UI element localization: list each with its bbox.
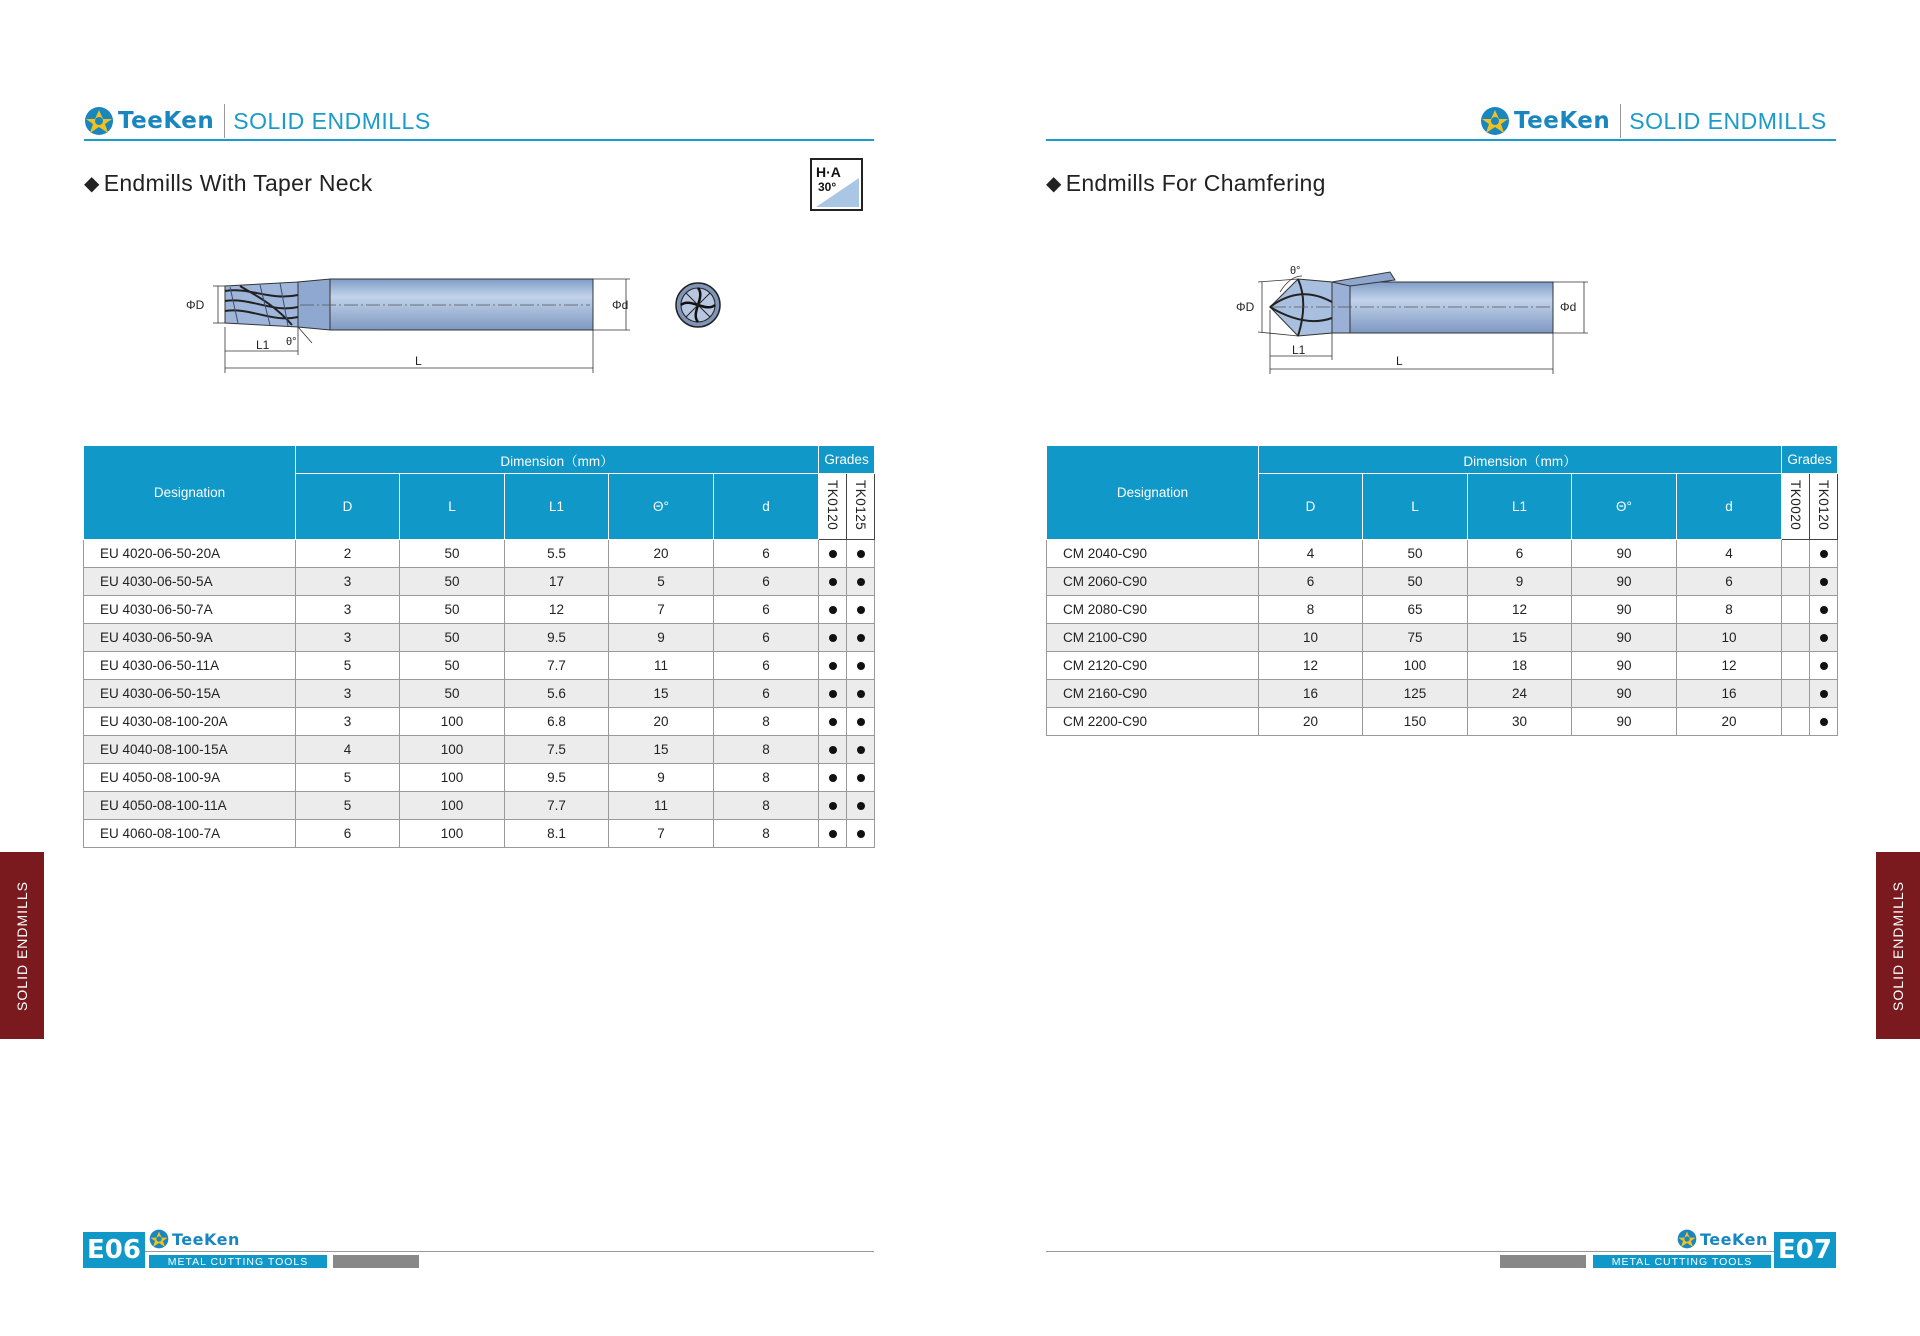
footer-logo-star-icon xyxy=(1677,1229,1697,1249)
grade-available-dot-icon xyxy=(857,634,865,642)
side-tab-label: SOLID ENDMILLS xyxy=(14,880,30,1011)
cell-L: 50 xyxy=(400,568,505,596)
header-rule xyxy=(84,139,874,141)
cell-d: 6 xyxy=(714,596,819,624)
grade-available-dot-icon xyxy=(829,746,837,754)
cell-theta: 20 xyxy=(609,540,714,568)
cell-grade-1 xyxy=(819,568,847,596)
table-row xyxy=(84,820,875,848)
cell-designation: EU 4030-06-50-11A xyxy=(84,652,296,680)
table-row xyxy=(1047,680,1838,708)
cell-grade-1 xyxy=(1782,708,1810,736)
cell-designation: EU 4030-06-50-7A xyxy=(84,596,296,624)
cell-grade-2 xyxy=(847,540,875,568)
cell-L1: 12 xyxy=(505,596,609,624)
cell-grade-2 xyxy=(847,596,875,624)
cell-L: 50 xyxy=(400,652,505,680)
grade-available-dot-icon xyxy=(857,746,865,754)
footer-logo-text: TeeKen xyxy=(1700,1229,1768,1249)
col-header-d: d xyxy=(714,474,819,540)
label-phiD: ΦD xyxy=(1236,300,1255,314)
cell-L1: 7.7 xyxy=(505,792,609,820)
cell-grade-2 xyxy=(1810,652,1838,680)
cell-designation: EU 4060-08-100-7A xyxy=(84,820,296,848)
footer-rule xyxy=(84,1251,874,1252)
col-header-L: L xyxy=(400,474,505,540)
grade-header-1: TK0120 xyxy=(819,474,847,540)
cell-L1: 30 xyxy=(1468,708,1572,736)
cell-grade-1 xyxy=(819,680,847,708)
table-row xyxy=(1047,652,1838,680)
cell-grade-2 xyxy=(847,652,875,680)
footer-gray-bar xyxy=(333,1255,419,1268)
cell-D: 3 xyxy=(296,596,400,624)
grade-header-1: TK0020 xyxy=(1782,474,1810,540)
cell-L: 100 xyxy=(1363,652,1468,680)
cell-D: 3 xyxy=(296,624,400,652)
cell-L: 50 xyxy=(400,624,505,652)
cell-L1: 6 xyxy=(1468,540,1572,568)
grade-available-dot-icon xyxy=(1820,550,1828,558)
cell-L: 150 xyxy=(1363,708,1468,736)
col-header-d: d xyxy=(1677,474,1782,540)
dimension-header: Dimension（mm） xyxy=(296,446,819,474)
badge-line2: 30° xyxy=(818,180,837,194)
cell-designation: EU 4030-06-50-15A xyxy=(84,680,296,708)
cell-grade-2 xyxy=(847,764,875,792)
cell-grade-2 xyxy=(847,820,875,848)
side-section-tab xyxy=(1876,852,1920,1039)
grade-available-dot-icon xyxy=(1820,606,1828,614)
cell-grade-1 xyxy=(819,820,847,848)
header-divider xyxy=(1620,104,1621,138)
cell-grade-2 xyxy=(847,624,875,652)
cell-L: 125 xyxy=(1363,680,1468,708)
grade-available-dot-icon xyxy=(1820,690,1828,698)
grade-available-dot-icon xyxy=(1820,634,1828,642)
cell-grade-2 xyxy=(847,568,875,596)
cell-grade-2 xyxy=(1810,680,1838,708)
taper-neck-spec-table xyxy=(83,445,875,848)
cell-theta: 9 xyxy=(609,764,714,792)
cell-grade-2 xyxy=(847,792,875,820)
grade-header-2: TK0120 xyxy=(1810,474,1838,540)
cell-D: 3 xyxy=(296,568,400,596)
logo-star-icon xyxy=(1480,106,1510,136)
taper-neck-table-body xyxy=(84,540,875,848)
cell-designation: CM 2160-C90 xyxy=(1047,680,1259,708)
cell-L: 50 xyxy=(1363,540,1468,568)
page-header xyxy=(1480,100,1827,142)
label-L: L xyxy=(1396,354,1403,368)
cell-grade-1 xyxy=(1782,568,1810,596)
grade-available-dot-icon xyxy=(829,550,837,558)
label-theta: θ° xyxy=(1290,265,1301,277)
grade-available-dot-icon xyxy=(857,550,865,558)
table-row xyxy=(84,624,875,652)
cell-designation: EU 4030-06-50-5A xyxy=(84,568,296,596)
page-header xyxy=(84,100,431,142)
cell-d: 8 xyxy=(714,764,819,792)
cell-d: 6 xyxy=(714,540,819,568)
header-divider xyxy=(224,104,225,138)
label-L: L xyxy=(415,354,422,368)
table-row xyxy=(84,568,875,596)
cell-designation: EU 4030-08-100-20A xyxy=(84,708,296,736)
table-row xyxy=(84,652,875,680)
cell-grade-2 xyxy=(847,736,875,764)
grade-available-dot-icon xyxy=(857,774,865,782)
cell-designation: CM 2200-C90 xyxy=(1047,708,1259,736)
grade-available-dot-icon xyxy=(857,802,865,810)
col-header-theta: Θ° xyxy=(1572,474,1677,540)
dimension-header: Dimension（mm） xyxy=(1259,446,1782,474)
cell-d: 6 xyxy=(714,680,819,708)
cell-L: 100 xyxy=(400,820,505,848)
badge-line1: H·A xyxy=(816,164,841,180)
cell-theta: 15 xyxy=(609,680,714,708)
cell-L: 100 xyxy=(400,792,505,820)
footer-logo-text: TeeKen xyxy=(172,1229,240,1249)
table-row xyxy=(84,736,875,764)
col-header-D: D xyxy=(1259,474,1363,540)
cell-L: 50 xyxy=(400,540,505,568)
cell-L: 100 xyxy=(400,736,505,764)
grade-available-dot-icon xyxy=(857,662,865,670)
cell-L: 50 xyxy=(1363,568,1468,596)
section-title xyxy=(84,170,373,197)
table-row xyxy=(1047,568,1838,596)
cell-L1: 7.7 xyxy=(505,652,609,680)
cell-D: 2 xyxy=(296,540,400,568)
grade-available-dot-icon xyxy=(829,634,837,642)
label-phiD: ΦD xyxy=(186,298,205,312)
table-row xyxy=(84,680,875,708)
cell-d: 6 xyxy=(714,568,819,596)
grade-available-dot-icon xyxy=(829,830,837,838)
cell-theta: 7 xyxy=(609,820,714,848)
chamfer-spec-table xyxy=(1046,445,1838,736)
footer-tagline: METAL CUTTING TOOLS xyxy=(149,1255,327,1268)
label-L1: L1 xyxy=(1292,343,1306,357)
cell-D: 4 xyxy=(1259,540,1363,568)
cell-theta: 90 xyxy=(1572,596,1677,624)
cell-d: 8 xyxy=(714,708,819,736)
col-header-L1: L1 xyxy=(1468,474,1572,540)
cell-designation: CM 2120-C90 xyxy=(1047,652,1259,680)
cell-L1: 9.5 xyxy=(505,764,609,792)
cell-L1: 7.5 xyxy=(505,736,609,764)
cell-grade-2 xyxy=(847,680,875,708)
grade-available-dot-icon xyxy=(829,662,837,670)
helix-angle-badge xyxy=(810,158,863,211)
cell-L: 100 xyxy=(400,708,505,736)
cell-d: 16 xyxy=(1677,680,1782,708)
cell-L1: 18 xyxy=(1468,652,1572,680)
label-theta: θ° xyxy=(286,336,297,348)
cell-L1: 15 xyxy=(1468,624,1572,652)
grade-available-dot-icon xyxy=(857,690,865,698)
cell-grade-2 xyxy=(1810,624,1838,652)
helix-angle-icon xyxy=(812,160,861,209)
col-header-L: L xyxy=(1363,474,1468,540)
grade-available-dot-icon xyxy=(857,830,865,838)
cell-d: 6 xyxy=(1677,568,1782,596)
cell-D: 4 xyxy=(296,736,400,764)
cell-grade-1 xyxy=(819,652,847,680)
cell-theta: 90 xyxy=(1572,540,1677,568)
cell-grade-1 xyxy=(1782,596,1810,624)
cell-grade-1 xyxy=(1782,540,1810,568)
table-row xyxy=(1047,624,1838,652)
cell-d: 12 xyxy=(1677,652,1782,680)
cell-D: 10 xyxy=(1259,624,1363,652)
cell-grade-2 xyxy=(1810,540,1838,568)
cell-L1: 5.6 xyxy=(505,680,609,708)
grades-header: Grades xyxy=(1782,446,1838,474)
cell-grade-2 xyxy=(1810,708,1838,736)
grade-available-dot-icon xyxy=(829,802,837,810)
cell-designation: CM 2040-C90 xyxy=(1047,540,1259,568)
logo-star-icon xyxy=(84,106,114,136)
table-row xyxy=(84,596,875,624)
grade-available-dot-icon xyxy=(857,606,865,614)
cell-D: 6 xyxy=(296,820,400,848)
cell-grade-1 xyxy=(819,792,847,820)
cell-d: 8 xyxy=(1677,596,1782,624)
cell-D: 5 xyxy=(296,652,400,680)
grade-available-dot-icon xyxy=(857,578,865,586)
side-section-tab xyxy=(0,852,44,1039)
cell-grade-1 xyxy=(1782,624,1810,652)
cell-theta: 11 xyxy=(609,792,714,820)
table-row xyxy=(1047,596,1838,624)
chamfer-table-body xyxy=(1047,540,1838,736)
cell-grade-1 xyxy=(819,764,847,792)
grade-available-dot-icon xyxy=(1820,578,1828,586)
cell-theta: 20 xyxy=(609,708,714,736)
cell-D: 5 xyxy=(296,764,400,792)
cell-grade-1 xyxy=(819,624,847,652)
cell-theta: 90 xyxy=(1572,708,1677,736)
cell-L1: 17 xyxy=(505,568,609,596)
cell-grade-2 xyxy=(847,708,875,736)
label-phid: Φd xyxy=(612,298,629,312)
grades-header: Grades xyxy=(819,446,875,474)
grade-available-dot-icon xyxy=(829,774,837,782)
footer-logo xyxy=(149,1229,240,1249)
cell-L1: 5.5 xyxy=(505,540,609,568)
table-row xyxy=(84,764,875,792)
cell-L1: 9 xyxy=(1468,568,1572,596)
cell-L1: 12 xyxy=(1468,596,1572,624)
cell-L1: 24 xyxy=(1468,680,1572,708)
cell-L: 65 xyxy=(1363,596,1468,624)
col-header-theta: Θ° xyxy=(609,474,714,540)
grade-available-dot-icon xyxy=(829,606,837,614)
footer-gray-bar xyxy=(1500,1255,1586,1268)
cell-d: 10 xyxy=(1677,624,1782,652)
cell-grade-1 xyxy=(819,540,847,568)
cell-designation: EU 4030-06-50-9A xyxy=(84,624,296,652)
logo-text: TeeKen xyxy=(1514,108,1611,134)
cell-grade-1 xyxy=(819,596,847,624)
cell-theta: 9 xyxy=(609,624,714,652)
table-row xyxy=(1047,708,1838,736)
cell-designation: EU 4040-08-100-15A xyxy=(84,736,296,764)
table-row xyxy=(1047,540,1838,568)
cell-theta: 90 xyxy=(1572,568,1677,596)
cell-d: 6 xyxy=(714,624,819,652)
section-title-text: Endmills With Taper Neck xyxy=(103,170,373,196)
cell-D: 16 xyxy=(1259,680,1363,708)
cell-d: 20 xyxy=(1677,708,1782,736)
logo-text: TeeKen xyxy=(118,108,215,134)
footer-logo xyxy=(1677,1229,1768,1249)
cell-D: 5 xyxy=(296,792,400,820)
page-number: E07 xyxy=(1774,1232,1836,1268)
cell-L: 75 xyxy=(1363,624,1468,652)
cell-designation: EU 4050-08-100-9A xyxy=(84,764,296,792)
cell-theta: 90 xyxy=(1572,652,1677,680)
grade-available-dot-icon xyxy=(829,690,837,698)
cell-grade-1 xyxy=(1782,680,1810,708)
cell-D: 20 xyxy=(1259,708,1363,736)
header-title: SOLID ENDMILLS xyxy=(233,107,431,134)
cell-theta: 15 xyxy=(609,736,714,764)
cell-L1: 9.5 xyxy=(505,624,609,652)
cell-d: 8 xyxy=(714,792,819,820)
header-rule xyxy=(1046,139,1836,141)
right-page xyxy=(960,0,1920,1336)
footer-tagline: METAL CUTTING TOOLS xyxy=(1593,1255,1771,1268)
cell-grade-2 xyxy=(1810,568,1838,596)
label-L1: L1 xyxy=(256,338,270,352)
cell-theta: 90 xyxy=(1572,680,1677,708)
cell-D: 3 xyxy=(296,708,400,736)
cell-grade-1 xyxy=(1782,652,1810,680)
cell-D: 12 xyxy=(1259,652,1363,680)
section-title xyxy=(1046,170,1326,197)
cell-D: 3 xyxy=(296,680,400,708)
cell-designation: CM 2080-C90 xyxy=(1047,596,1259,624)
col-header-D: D xyxy=(296,474,400,540)
cell-designation: EU 4050-08-100-11A xyxy=(84,792,296,820)
cell-d: 6 xyxy=(714,652,819,680)
taper-neck-endmill-drawing xyxy=(180,265,740,380)
side-tab-label: SOLID ENDMILLS xyxy=(1890,880,1906,1011)
grade-available-dot-icon xyxy=(857,718,865,726)
grade-header-2: TK0125 xyxy=(847,474,875,540)
page-number: E06 xyxy=(83,1232,145,1268)
cell-theta: 11 xyxy=(609,652,714,680)
cell-designation: CM 2100-C90 xyxy=(1047,624,1259,652)
designation-header: Designation xyxy=(84,446,296,540)
table-row xyxy=(84,708,875,736)
header-title: SOLID ENDMILLS xyxy=(1629,107,1827,134)
cell-d: 8 xyxy=(714,820,819,848)
cell-L: 50 xyxy=(400,596,505,624)
cell-grade-1 xyxy=(819,708,847,736)
diamond-bullet-icon: ◆ xyxy=(1046,173,1062,195)
footer-logo-star-icon xyxy=(149,1229,169,1249)
cell-D: 6 xyxy=(1259,568,1363,596)
grade-available-dot-icon xyxy=(1820,662,1828,670)
table-row xyxy=(84,792,875,820)
grade-available-dot-icon xyxy=(829,718,837,726)
cell-designation: CM 2060-C90 xyxy=(1047,568,1259,596)
cell-D: 8 xyxy=(1259,596,1363,624)
section-title-text: Endmills For Chamfering xyxy=(1065,170,1326,196)
grade-available-dot-icon xyxy=(829,578,837,586)
cell-L: 50 xyxy=(400,680,505,708)
diamond-bullet-icon: ◆ xyxy=(84,173,100,195)
footer-rule xyxy=(1046,1251,1836,1252)
col-header-L1: L1 xyxy=(505,474,609,540)
cell-theta: 90 xyxy=(1572,624,1677,652)
chamfer-endmill-drawing xyxy=(1236,262,1600,377)
cell-L1: 6.8 xyxy=(505,708,609,736)
label-phid: Φd xyxy=(1560,300,1577,314)
cell-designation: EU 4020-06-50-20A xyxy=(84,540,296,568)
cell-theta: 5 xyxy=(609,568,714,596)
table-row xyxy=(84,540,875,568)
brand-logo xyxy=(1480,106,1610,136)
grade-available-dot-icon xyxy=(1820,718,1828,726)
brand-logo xyxy=(84,106,214,136)
designation-header: Designation xyxy=(1047,446,1259,540)
cell-d: 8 xyxy=(714,736,819,764)
cell-theta: 7 xyxy=(609,596,714,624)
cell-d: 4 xyxy=(1677,540,1782,568)
cell-grade-2 xyxy=(1810,596,1838,624)
cell-L1: 8.1 xyxy=(505,820,609,848)
cell-L: 100 xyxy=(400,764,505,792)
cell-grade-1 xyxy=(819,736,847,764)
